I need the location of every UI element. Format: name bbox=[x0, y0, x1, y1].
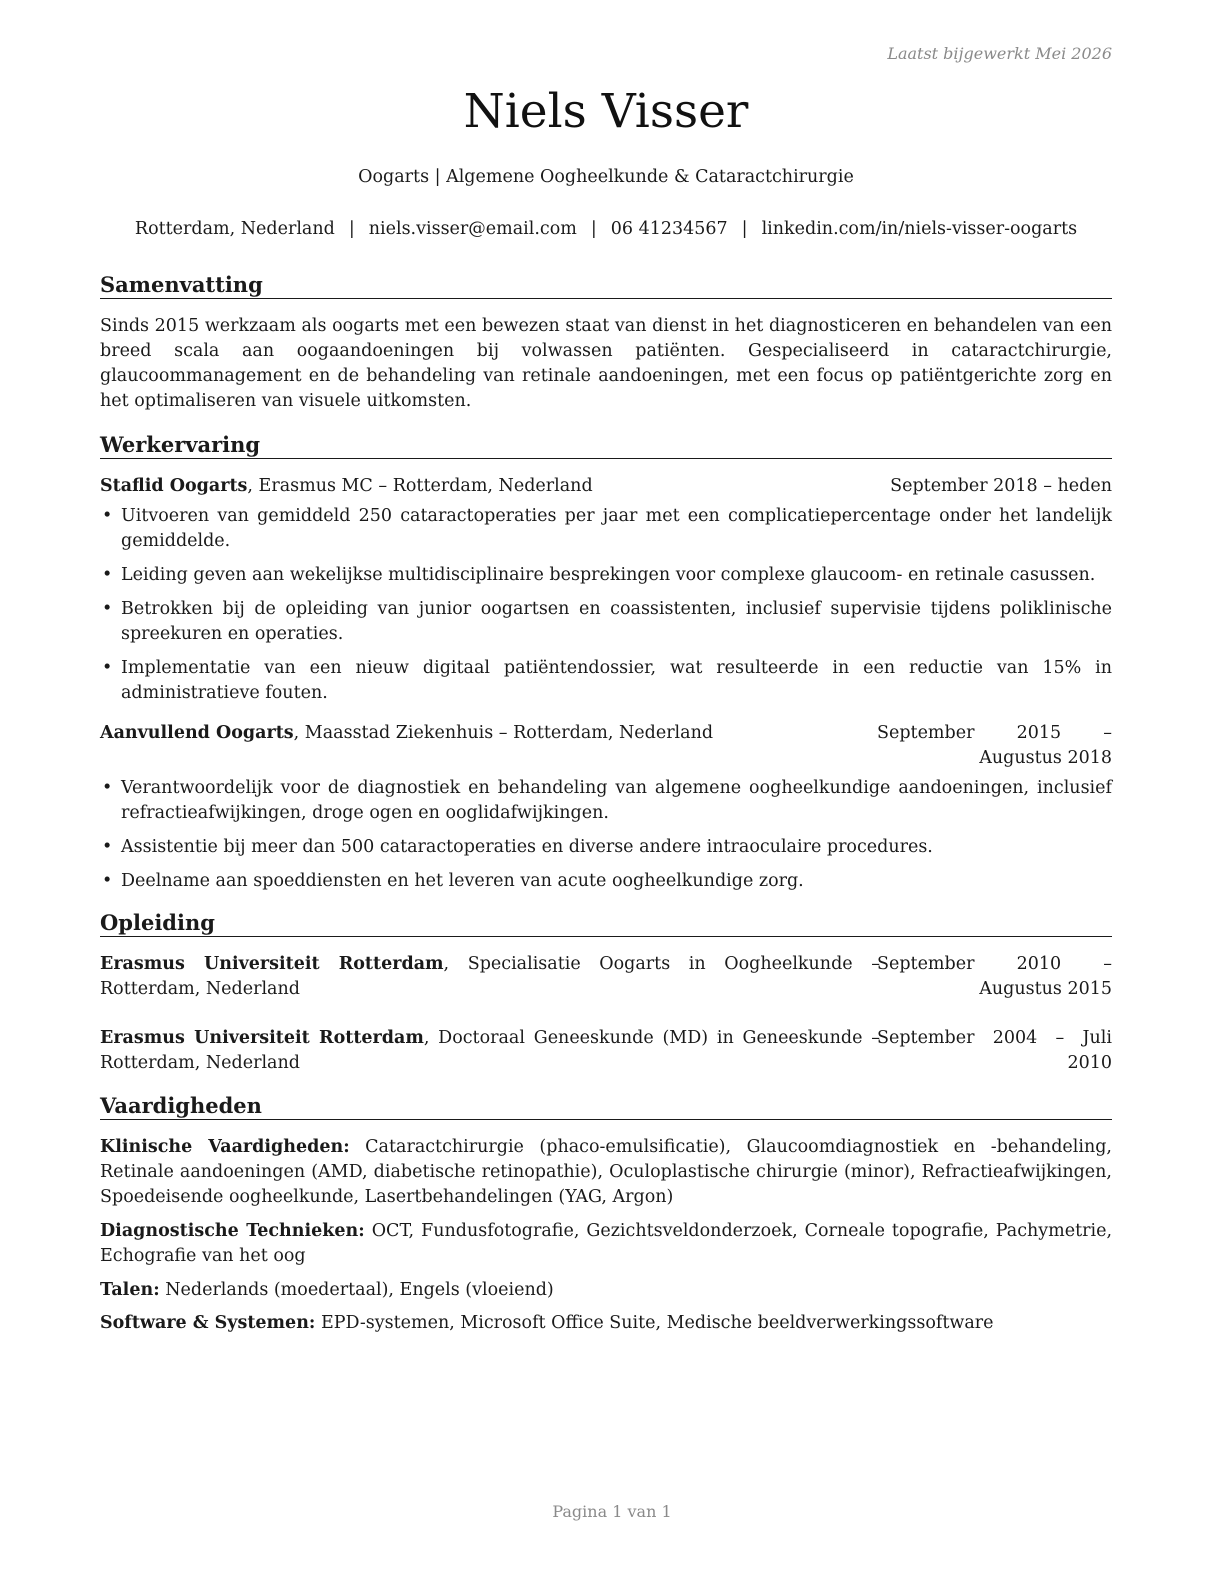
skill-text: Nederlands (moedertaal), Engels (vloeiend) bbox=[159, 1280, 554, 1300]
education-dates: September 2004 – Juli 2010 bbox=[877, 1028, 1112, 1073]
contact-email-link[interactable]: niels.visser@email.com bbox=[368, 219, 577, 239]
page-number: Pagina 1 van 1 bbox=[552, 1502, 672, 1521]
list-item: • Deelname aan spoeddiensten en het leveren van acute oogheelkundige zorg. bbox=[100, 869, 1112, 894]
education-dates: September 2010 – Augustus 2015 bbox=[877, 954, 1112, 999]
education-school: Erasmus Universiteit Rotterdam bbox=[100, 954, 444, 974]
skill-text: Cataractchirurgie (phaco-emulsificatie), Glaucoomdiagnostiek en -behandeling, Retinale aandoeningen (AMD, diabetische retinopathie), Oculoplastische chirurgie (minor), Refractieafwijkingen, Spoedeisende oogheelkunde, Lasertbehandelingen (YAG, Argon) bbox=[100, 1137, 1112, 1207]
job-role: Aanvullend Oogarts bbox=[100, 723, 294, 743]
job-bullet-list bbox=[100, 776, 1112, 903]
contact-separator: | bbox=[741, 219, 748, 239]
list-item: • Implementatie van een nieuw digitaal patiëntendossier, wat resulteerde in een reductie van 15% in administratieve fouten. bbox=[100, 656, 1112, 706]
list-item: • Verantwoordelijk voor de diagnostiek en behandeling van algemene oogheelkundige aandoeningen, inclusief refractieafwijkingen, droge ogen en ooglidafwijkingen. bbox=[100, 776, 1112, 826]
job-title-line bbox=[100, 474, 593, 499]
list-item: • Betrokken bij de opleiding van junior oogartsen en coassistenten, inclusief supervisie tijdens poliklinische spreekuren en operaties. bbox=[100, 597, 1112, 647]
section-title-experience: Werkervaring bbox=[100, 432, 1112, 459]
section-title-education: Opleiding bbox=[100, 910, 1112, 937]
job-organization: , Maasstad Ziekenhuis – Rotterdam, Nederland bbox=[293, 723, 714, 743]
education-school: Erasmus Universiteit Rotterdam bbox=[100, 1028, 424, 1048]
summary-text: Sinds 2015 werkzaam als oogarts met een bewezen staat van dienst in het diagnosticeren en behandelen van een breed scala aan oogaandoeningen bij volwassen patiënten. Gespecialiseerd in cataractchirurgie, glaucoommanagement en de behandeling van retinale aandoeningen, met een focus op patiëntgerichte zorg en het optimaliseren van visuele uitkomsten. bbox=[100, 316, 1112, 411]
skill-text: OCT, Fundusfotografie, Gezichtsveldonderzoek, Corneale topografie, Pachymetrie, Echografie van het oog bbox=[100, 1221, 1113, 1266]
education-title-line bbox=[100, 952, 880, 1002]
contact-separator: | bbox=[348, 219, 355, 239]
job-organization: , Erasmus MC – Rotterdam, Nederland bbox=[247, 476, 593, 496]
contact-phone: 06 41234567 bbox=[610, 219, 728, 239]
skill-text: EPD-systemen, Microsoft Office Suite, Medische beeldverwerkingssoftware bbox=[315, 1313, 994, 1333]
job-dates: September 2018 – heden bbox=[890, 476, 1112, 496]
list-item: • Uitvoeren van gemiddeld 250 cataractoperaties per jaar met een complicatiepercentage onder het landelijk gemiddelde. bbox=[100, 504, 1112, 554]
job-role: Staflid Oogarts bbox=[100, 476, 248, 496]
section-title-skills: Vaardigheden bbox=[100, 1093, 1112, 1120]
contact-location: Rotterdam, Nederland bbox=[134, 219, 335, 239]
headline: Oogarts | Algemene Oogheelkunde & Cataractchirurgie bbox=[358, 167, 854, 187]
skill-group bbox=[100, 1278, 1112, 1303]
job-dates: September 2015 – Augustus 2018 bbox=[877, 723, 1112, 768]
skill-group bbox=[100, 1311, 1112, 1336]
education-detail: , Doctoraal Geneeskunde (MD) in Geneeskunde – Rotterdam, Nederland bbox=[100, 1028, 880, 1073]
education-detail: , Specialisatie Oogarts in Oogheelkunde – Rotterdam, Nederland bbox=[100, 954, 880, 999]
skill-label: Talen: bbox=[100, 1280, 160, 1300]
list-item: • Leiding geven aan wekelijkse multidisciplinaire besprekingen voor complexe glaucoom- en retinale casussen. bbox=[100, 563, 1112, 588]
contact-separator: | bbox=[590, 219, 597, 239]
skill-label: Diagnostische Technieken: bbox=[100, 1221, 365, 1241]
candidate-name: Niels Visser bbox=[463, 84, 749, 139]
list-item: • Assistentie bij meer dan 500 cataractoperaties en diverse andere intraoculaire procedures. bbox=[100, 835, 1112, 860]
contact-line bbox=[100, 219, 1112, 239]
contact-linkedin-link[interactable]: linkedin.com/in/niels-visser-oogarts bbox=[761, 219, 1078, 239]
section-title-summary: Samenvatting bbox=[100, 272, 1112, 299]
job-bullet-list bbox=[100, 504, 1112, 715]
skill-group bbox=[100, 1135, 1112, 1210]
skill-label: Software & Systemen: bbox=[100, 1313, 316, 1333]
last-updated-note: Laatst bijgewerkt Mei 2026 bbox=[887, 44, 1112, 63]
skill-label: Klinische Vaardigheden: bbox=[100, 1137, 350, 1157]
job-title-line bbox=[100, 721, 713, 746]
education-title-line bbox=[100, 1026, 880, 1076]
skill-group bbox=[100, 1219, 1112, 1269]
